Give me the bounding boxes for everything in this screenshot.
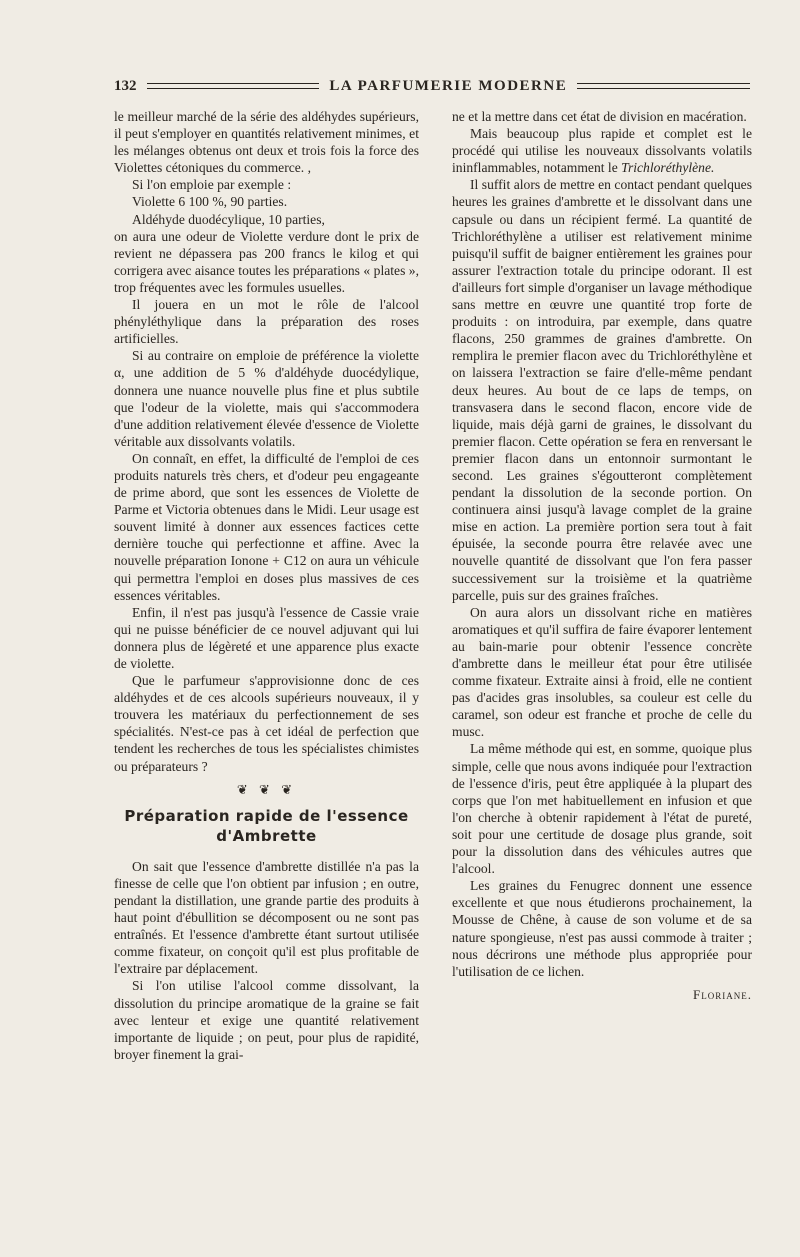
paragraph: Si l'on utilise l'alcool comme dissolvant, la dissolution du principe aromatique de la graine se fait avec lenteur et exige une quantité relativement importante de liquide ; on peut, pour plus de rapidité, broyer finement la grai- (114, 978, 419, 1062)
section-title (114, 806, 419, 846)
right-column (452, 108, 752, 1003)
journal-title: LA PARFUMERIE MODERNE (329, 77, 568, 94)
page-number: 132 (114, 77, 137, 94)
paragraph: Si l'on emploie par exemple : (132, 177, 292, 193)
paragraph: On sait que l'essence d'ambrette distillée n'a pas la finesse de celle que l'on obtient par infusion ; en outre, pendant la distillation, une grande partie des produits à haut point d'ébullition se décomposent ou ne sont pas entraînés. Et l'essence d'ambrette étant surtout utilisée comme fixateur, on conçoit qu'il est plus profitable de l'extraire par déplacement. (114, 858, 419, 977)
paragraph: Enfin, il n'est pas jusqu'à l'essence de Cassie vraie qui ne puisse bénéficier de ce nouvel adjuvant qui lui donnera plus de légèreté et une apparence plus exacte de violette. (114, 604, 419, 671)
left-column (114, 108, 419, 1063)
paragraph: Il jouera en un mot le rôle de l'alcool phényléthylique dans la préparation des roses artificielles. (114, 297, 419, 347)
formula-line: Aldéhyde duodécylique, 10 parties, (132, 211, 325, 227)
paragraph: on aura une odeur de Violette verdure dont le prix de revient ne dépassera pas 200 francs le kilog et qui corrigera avec aisance toutes les préparations « plates », trop fréquentes avec les formules usuelles. (114, 228, 419, 295)
header-rule-right (577, 83, 750, 89)
paragraph: ne et la mettre dans cet état de division en macération. (452, 109, 747, 124)
author-signature: Floriane. (693, 986, 752, 1002)
fleuron-ornament: ❦ ❦ ❦ (236, 781, 297, 797)
section-title-line: Préparation rapide de l'essence (124, 806, 409, 825)
paragraph: le meilleur marché de la série des aldéhydes supérieurs, il peut s'employer en quantités relativement minimes, et les mélanges obtenus ont deux et trois fois la force des Violettes cétoniques du commerce. , (114, 109, 419, 176)
paragraph: Que le parfumeur s'approvisionne donc de ces aldéhydes et de ces alcools supérieurs nouveaux, il y trouvera les matériaux du perfectionnement de ses spécialités. N'est-ce pas à cet idéal de perfection que tendent les recherches de tous les spécialistes chimistes ou préparateurs ? (114, 673, 419, 774)
section-title-line: d'Ambrette (216, 826, 317, 845)
page-header (114, 76, 750, 96)
paragraph: On connaît, en effet, la difficulté de l'emploi de ces produits naturels très chers, et d'odeur peu engageante de prime abord, que sont les essences de Violette de Parme et Victoria obtenues dans le Midi. Leur usage est souvent limité à donner aux essences factices cette dernière touche qui perfectionne et affine. Avec la nouvelle préparation Ionone + C12 on aura un véhicule qui permettra l'emploi en doses plus massives de ces essences véritables. (114, 450, 419, 603)
header-rule-left (147, 83, 320, 89)
paragraph: On aura alors un dissolvant riche en matières aromatiques et qu'il suffira de faire évaporer lentement au bain-marie pour obtenir l'essence concrète d'ambrette dans le meilleur état pour être utilisée comme fixateur. Extraite ainsi à froid, elle ne contient pas d'acides gras insolubles, sa couleur est celle du caramel, son odeur est franche et proche de celle du musc. (452, 604, 752, 740)
paragraph (452, 125, 752, 176)
formula-line: Violette 6 100 %, 90 parties. (132, 194, 288, 210)
paragraph: Il suffit alors de mettre en contact pendant quelques heures les graines d'ambrette et le dissolvant dans une capsule ou dans un récipient fermé. La quantité de Trichloréthylène a utiliser est relativement minime puisqu'il suffit de baigner entièrement les graines pour assurer l'extraction totale du principe odorant. Il est d'ailleurs fort simple d'organiser un lavage méthodique sans mettre en œuvre une quantité trop forte de produits : on introduira, par exemple, dans quatre flacons, 250 grammes de graines d'ambrette. On remplira le premier flacon avec du Trichloréthylène et on laissera l'extraction se faire d'elle-même pendant deux heures. Au bout de ce laps de temps, on transvasera dans le second flacon, encore vide de liquide, mais déjà garni de graines, le dissolvant du premier flacon. Cette opération se fera en renversant le premier flacon dans un entonnoir surmontant le second. Les graines s'égoutteront complètement pendant la dissolution de la seconde portion. On continuera ainsi jusqu'à lavage complet de la graine mise en action. La première portion sera tout à fait épuisée, la seconde pourra être relavée avec une nouvelle quantité de dissolvant que l'on fera passer successivement sur la troisième et la quatrième parcelle, puis sur des graines fraîches. (452, 177, 752, 603)
paragraph: Si au contraire on emploie de préférence la violette α, une addition de 5 % d'aldéhyde duocédylique, donnera une nuance nouvelle plus fine et plus subtile que l'odeur de la violette, mais qui s'accommodera d'une addition relativement élevée d'essence de Violette véritable aux dissolvants volatils. (114, 348, 419, 449)
paragraph: La même méthode qui est, en somme, quoique plus simple, celle que nous avons indiquée pour l'extraction de l'essence d'iris, peut être appliquée à la plupart des corps que l'on met habituellement en infusion et que l'on cherche à obtenir rapidement à l'état de pureté, soit pour une certitude de dosage plus grande, soit pour la dissolution dans des véhicules autres que l'alcool. (452, 741, 752, 877)
paragraph-text: Mais beaucoup plus rapide et complet est le procédé qui utilise les nouveaux dissolvants volatils ininflammables, notamment le (452, 126, 752, 176)
italic-term: Trichloréthylène. (621, 160, 715, 176)
paragraph: Les graines du Fenugrec donnent une essence excellente et que nous étudierons prochainement, la Mousse de Chêne, à cause de son volume et de sa nature spongieuse, n'est pas aussi commode à traiter ; nous décrirons une méthode plus appropriée pour l'utilisation de ce lichen. (452, 878, 752, 979)
